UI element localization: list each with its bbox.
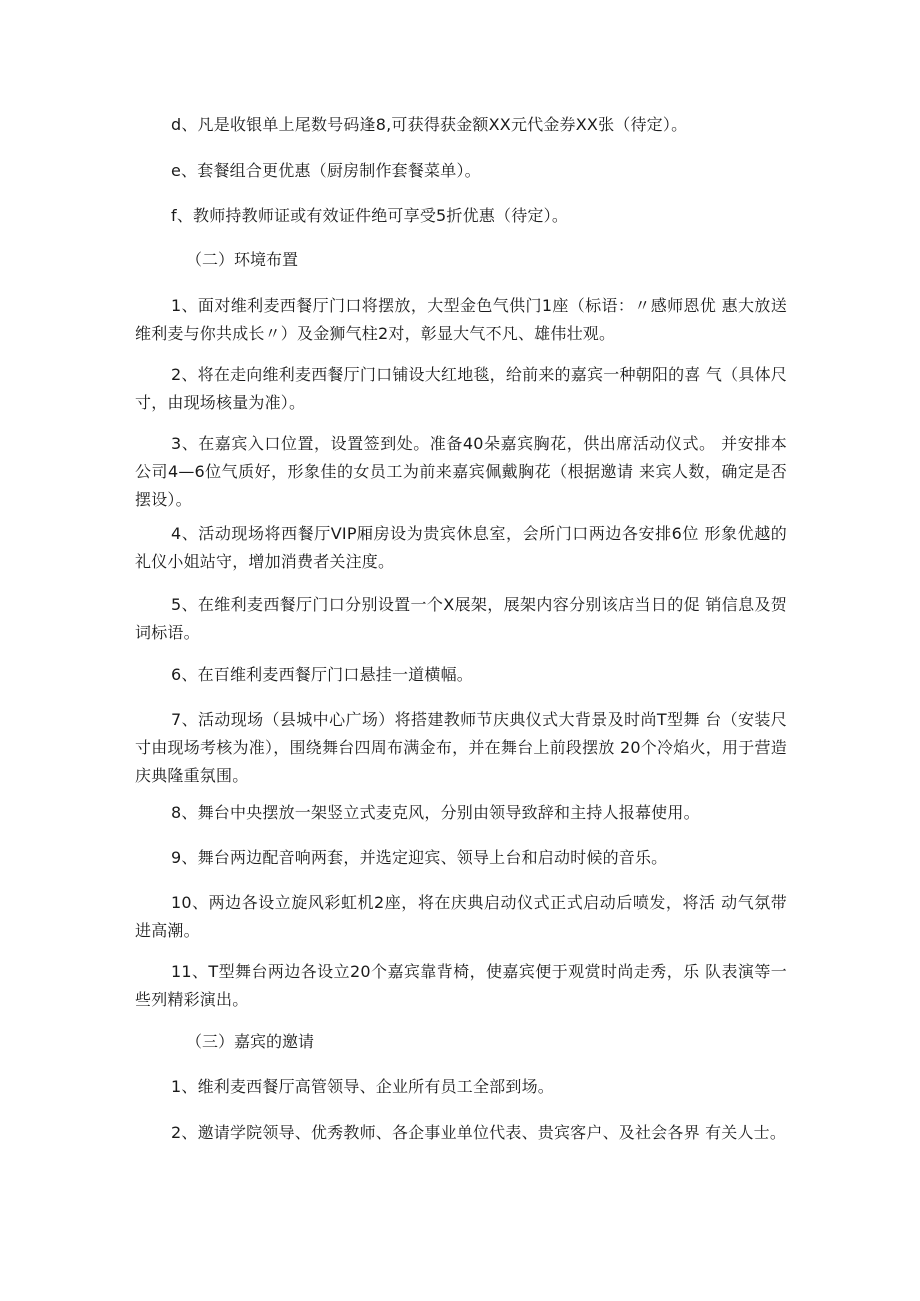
paragraph-item-e: e、套餐组合更优惠（厨房制作套餐菜单）。	[171, 161, 481, 180]
paragraph-env-1: 1、面对维利麦西餐厅门口将摆放，大型金色气供门1座（标语：〃感师恩优 惠大放送维利麦与你共成长〃）及金狮气柱2对，彰显大气不凡、雄伟壮观。	[135, 296, 787, 343]
paragraph-env-6: 6、在百维利麦西餐厅门口悬挂一道横幅。	[171, 665, 473, 684]
paragraph-env-8: 8、舞台中央摆放一架竖立式麦克风，分别由领导致辞和主持人报幕使用。	[171, 803, 700, 822]
section-heading-guests: （三）嘉宾的邀请	[186, 1032, 315, 1051]
section-heading-environment: （二）环境布置	[186, 250, 299, 269]
paragraph-env-7: 7、活动现场（县城中心广场）将搭建教师节庆典仪式大背景及时尚T型舞 台（安装尺寸由现场考核为准），围绕舞台四周布满金布，并在舞台上前段摆放 20个冷焰火，用于营造庆典隆重氛围。	[135, 710, 787, 785]
paragraph-env-3: 3、在嘉宾入口位置，设置签到处。准备40朵嘉宾胸花，供出席活动仪式。 并安排本公司4—6位气质好，形象佳的女员工为前来嘉宾佩戴胸花（根据邀请 来宾人数，确定是否摆设）。	[135, 434, 787, 509]
paragraph-env-4: 4、活动现场将西餐厅VIP厢房设为贵宾休息室，会所门口两边各安排6位 形象优越的礼仪小姐站守，增加消费者关注度。	[135, 524, 787, 571]
paragraph-env-11: 11、T型舞台两边各设立20个嘉宾靠背椅，使嘉宾便于观赏时尚走秀，乐 队表演等一些列精彩演出。	[135, 962, 787, 1009]
paragraph-env-9: 9、舞台两边配音响两套，并选定迎宾、领导上台和启动时候的音乐。	[171, 848, 668, 867]
paragraph-env-2: 2、将在走向维利麦西餐厅门口铺设大红地毯，给前来的嘉宾一种朝阳的喜 气（具体尺寸，由现场核量为准）。	[135, 365, 787, 412]
paragraph-guest-2: 2、邀请学院领导、优秀教师、各企事业单位代表、贵宾客户、及社会各界 有关人士。	[171, 1123, 787, 1142]
paragraph-item-d: d、凡是收银单上尾数号码逢8,可获得获金额XX元代金券XX张（待定）。	[171, 115, 688, 134]
paragraph-guest-1: 1、维利麦西餐厅高管领导、企业所有员工全部到场。	[171, 1077, 554, 1096]
paragraph-item-f: f、教师持教师证或有效证件绝可享受5折优惠（待定）。	[171, 206, 569, 225]
paragraph-env-5: 5、在维利麦西餐厅门口分别设置一个X展架，展架内容分别该店当日的促 销信息及贺词标语。	[135, 595, 787, 642]
paragraph-env-10: 10、两边各设立旋风彩虹机2座，将在庆典启动仪式正式启动后喷发，将活 动气氛带进高潮。	[135, 893, 787, 940]
